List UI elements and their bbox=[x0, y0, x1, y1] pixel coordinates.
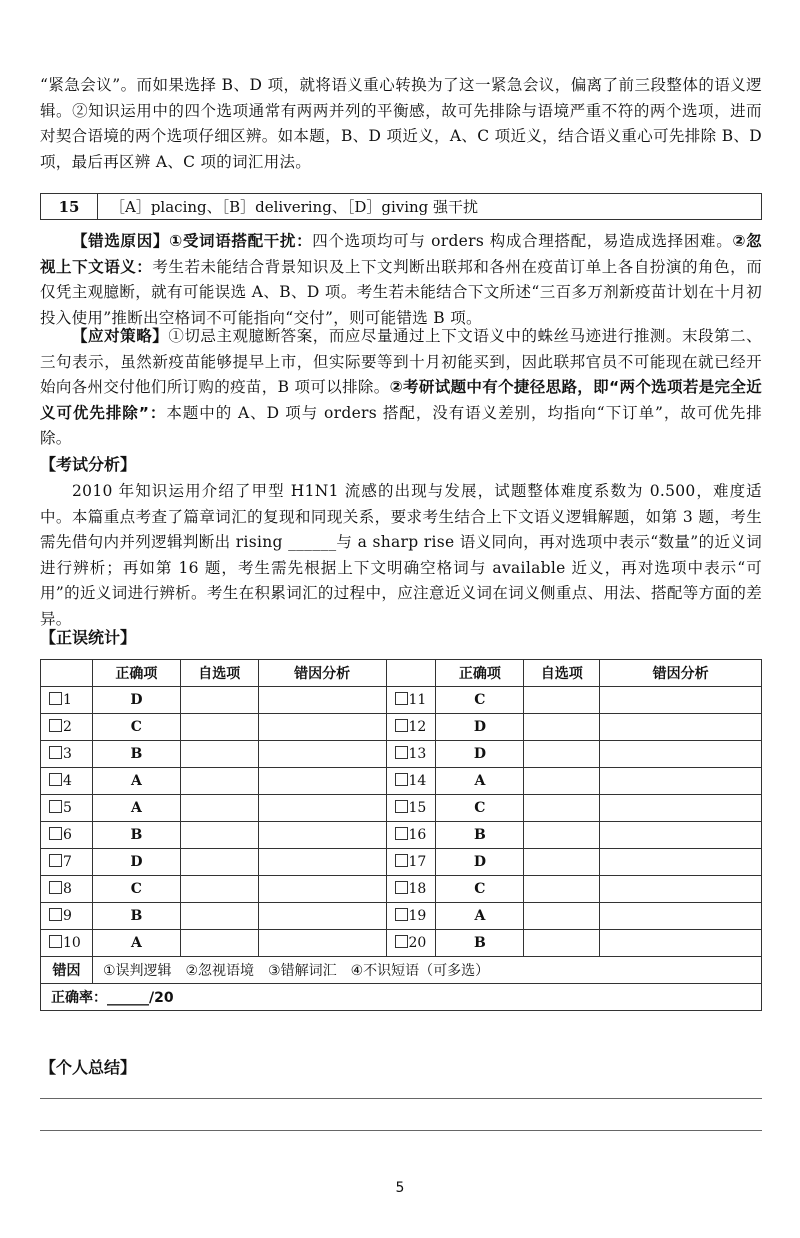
chosen-answer-left[interactable] bbox=[180, 822, 258, 849]
table-row bbox=[41, 741, 762, 768]
header-analysis-right: 错因分析 bbox=[600, 660, 762, 687]
stats-table bbox=[40, 659, 762, 1011]
table-row bbox=[41, 930, 762, 957]
checkbox-icon[interactable] bbox=[395, 746, 408, 759]
question-number: 14 bbox=[408, 773, 427, 789]
strategy-text2: 本题中的 A、D 项与 orders 搭配，没有语义差别，均指向“下订单”，故可优先排除。 bbox=[40, 403, 762, 447]
table-row bbox=[41, 903, 762, 930]
correct-answer-right: D bbox=[436, 849, 524, 876]
question-cell-left bbox=[41, 930, 93, 957]
cause-point2-label: ②忽视上下文语义： bbox=[40, 232, 762, 276]
correct-answer-right: A bbox=[436, 768, 524, 795]
question-cell-right bbox=[386, 876, 436, 903]
question-number: 1 bbox=[63, 692, 72, 708]
question-number: 3 bbox=[63, 746, 72, 762]
page-number: 5 bbox=[395, 1180, 405, 1196]
chosen-answer-right[interactable] bbox=[524, 903, 600, 930]
correct-answer-right: C bbox=[436, 795, 524, 822]
question-cell-right bbox=[386, 687, 436, 714]
cause-point1-text: 四个选项均可与 orders 构成合理搭配，易造成选择困难。 bbox=[312, 232, 733, 250]
table-row bbox=[41, 714, 762, 741]
header-analysis-left: 错因分析 bbox=[258, 660, 386, 687]
question-cell-right bbox=[386, 822, 436, 849]
error-analysis-right[interactable] bbox=[600, 768, 762, 795]
question-number: 10 bbox=[63, 935, 81, 951]
strategy-paragraph bbox=[40, 324, 762, 452]
chosen-answer-right[interactable] bbox=[524, 795, 600, 822]
strategy-label: 【应对策略】 bbox=[72, 327, 169, 345]
question-number: 6 bbox=[63, 827, 72, 843]
checkbox-icon[interactable] bbox=[49, 935, 62, 948]
question-cell-left bbox=[41, 768, 93, 795]
strategy-point2-label: ②考研试题中有个捷径思路，即“两个选项若是完全近义可优先排除”： bbox=[40, 378, 763, 422]
question-cell-right bbox=[386, 795, 436, 822]
checkbox-icon[interactable] bbox=[49, 692, 62, 705]
error-analysis-left[interactable] bbox=[258, 876, 386, 903]
header-correct-left: 正确项 bbox=[92, 660, 180, 687]
error-options: ①误判逻辑 ②忽视语境 ③错解词汇 ④不识短语（可多选） bbox=[92, 957, 761, 984]
table-row bbox=[41, 768, 762, 795]
question-cell-left bbox=[41, 876, 93, 903]
table-row bbox=[41, 849, 762, 876]
question-cell-left bbox=[41, 714, 93, 741]
question-cell-left bbox=[41, 741, 93, 768]
question-15-options: ［A］placing、［B］delivering、［D］giving 强干扰 bbox=[110, 198, 479, 216]
question-number: 17 bbox=[408, 854, 427, 870]
chosen-answer-right[interactable] bbox=[524, 687, 600, 714]
question-15-number: 15 bbox=[41, 194, 98, 219]
chosen-answer-left[interactable] bbox=[180, 795, 258, 822]
chosen-answer-left[interactable] bbox=[180, 876, 258, 903]
error-analysis-left[interactable] bbox=[258, 903, 386, 930]
correct-answer-right: A bbox=[436, 903, 524, 930]
question-cell-right bbox=[386, 768, 436, 795]
question-number: 11 bbox=[408, 692, 427, 708]
checkbox-icon[interactable] bbox=[49, 719, 62, 732]
question-number: 8 bbox=[63, 881, 72, 897]
checkbox-icon[interactable] bbox=[395, 719, 408, 732]
checkbox-icon[interactable] bbox=[49, 827, 62, 840]
chosen-answer-left[interactable] bbox=[180, 849, 258, 876]
chosen-answer-left[interactable] bbox=[180, 741, 258, 768]
error-analysis-right[interactable] bbox=[600, 849, 762, 876]
question-cell-right bbox=[386, 849, 436, 876]
accuracy-cell bbox=[41, 984, 762, 1011]
analysis-title: 【考试分析】 bbox=[40, 455, 137, 474]
chosen-answer-left[interactable] bbox=[180, 930, 258, 957]
correct-answer-right: D bbox=[436, 714, 524, 741]
table-row bbox=[41, 687, 762, 714]
checkbox-icon[interactable] bbox=[49, 800, 62, 813]
chosen-answer-right[interactable] bbox=[524, 822, 600, 849]
accuracy-blank[interactable]: ______ bbox=[107, 990, 149, 1006]
question-cell-left bbox=[41, 822, 93, 849]
question-number: 18 bbox=[408, 881, 427, 897]
correct-answer-left: B bbox=[92, 741, 180, 768]
checkbox-icon[interactable] bbox=[395, 773, 408, 786]
chosen-answer-left[interactable] bbox=[180, 714, 258, 741]
error-analysis-left[interactable] bbox=[258, 930, 386, 957]
accuracy-label: 正确率： bbox=[51, 990, 107, 1006]
error-analysis-right[interactable] bbox=[600, 822, 762, 849]
chosen-answer-right[interactable] bbox=[524, 768, 600, 795]
error-analysis-left[interactable] bbox=[258, 687, 386, 714]
chosen-answer-left[interactable] bbox=[180, 903, 258, 930]
correct-answer-right: C bbox=[436, 687, 524, 714]
checkbox-icon[interactable] bbox=[49, 881, 62, 894]
checkbox-icon[interactable] bbox=[395, 692, 408, 705]
chosen-answer-right[interactable] bbox=[524, 741, 600, 768]
question-cell-left bbox=[41, 795, 93, 822]
correct-answer-left: D bbox=[92, 849, 180, 876]
cause-point2-text: 考生若未能结合背景知识及上下文判断出联邦和各州在疫苗订单上各自扮演的角色，而仅凭主观臆断，就有可能误选 A、B、D 项。考生若未能结合下文所述“三百多万剂新疫苗计划在十月初投入使用”推断出空格词不可能指向“交付”，则可能错选 B 项。 bbox=[40, 257, 762, 327]
accuracy-row bbox=[41, 984, 762, 1011]
error-label: 错因 bbox=[41, 957, 93, 984]
analysis-paragraph: 2010 年知识运用介绍了甲型 H1N1 流感的出现与发展，试题整体难度系数为 0.500，难度适中。本篇重点考查了篇章词汇的复现和同现关系，要求考生结合上下文语义逻辑解题，如第 3 题，考生需先借句内并列逻辑判断出 rising ______与 a sharp rise 语义同向，再对选项中表示“数量”的近义词进行辨析；再如第 16 题，考生需先根据上下文明确空格词与 available 近义，再对选项中表示“可用”的近义词进行辨析。考生在积累词汇的过程中，应注意近义词在词义侧重点、用法、搭配等方面的差异。 bbox=[40, 482, 762, 628]
error-analysis-right[interactable] bbox=[600, 741, 762, 768]
error-analysis-left[interactable] bbox=[258, 822, 386, 849]
error-analysis-left[interactable] bbox=[258, 768, 386, 795]
error-analysis-right[interactable] bbox=[600, 687, 762, 714]
error-analysis-right[interactable] bbox=[600, 795, 762, 822]
stats-title: 【正误统计】 bbox=[40, 628, 137, 647]
checkbox-icon[interactable] bbox=[395, 935, 408, 948]
header-chosen-left: 自选项 bbox=[180, 660, 258, 687]
chosen-answer-left[interactable] bbox=[180, 768, 258, 795]
summary-title: 【个人总结】 bbox=[40, 1058, 137, 1077]
header-chosen-right: 自选项 bbox=[524, 660, 600, 687]
correct-answer-right: B bbox=[436, 822, 524, 849]
error-analysis-right[interactable] bbox=[600, 930, 762, 957]
error-analysis-left[interactable] bbox=[258, 849, 386, 876]
correct-answer-left: A bbox=[92, 930, 180, 957]
chosen-answer-right[interactable] bbox=[524, 849, 600, 876]
error-analysis-right[interactable] bbox=[600, 714, 762, 741]
question-cell-left bbox=[41, 687, 93, 714]
checkbox-icon[interactable] bbox=[395, 800, 408, 813]
chosen-answer-right[interactable] bbox=[524, 714, 600, 741]
table-row bbox=[41, 876, 762, 903]
table-row bbox=[41, 795, 762, 822]
cause-paragraph bbox=[40, 229, 762, 331]
accuracy-total: /20 bbox=[149, 990, 174, 1006]
correct-answer-right: D bbox=[436, 741, 524, 768]
checkbox-icon[interactable] bbox=[49, 773, 62, 786]
checkbox-icon[interactable] bbox=[395, 908, 408, 921]
question-number: 12 bbox=[408, 719, 427, 735]
question-number: 20 bbox=[408, 935, 427, 951]
checkbox-icon[interactable] bbox=[49, 746, 62, 759]
question-cell-left bbox=[41, 849, 93, 876]
correct-answer-right: C bbox=[436, 876, 524, 903]
correct-answer-left: B bbox=[92, 822, 180, 849]
question-15-bar bbox=[40, 193, 762, 220]
question-number: 13 bbox=[408, 746, 427, 762]
question-cell-right bbox=[386, 714, 436, 741]
question-number: 19 bbox=[408, 908, 427, 924]
correct-answer-right: B bbox=[436, 930, 524, 957]
correct-answer-left: B bbox=[92, 903, 180, 930]
stats-header-row bbox=[41, 660, 762, 687]
error-row bbox=[41, 957, 762, 984]
question-number: 2 bbox=[63, 719, 72, 735]
summary-line-1[interactable] bbox=[40, 1098, 762, 1099]
checkbox-icon[interactable] bbox=[395, 854, 408, 867]
error-analysis-right[interactable] bbox=[600, 903, 762, 930]
chosen-answer-right[interactable] bbox=[524, 930, 600, 957]
error-analysis-left[interactable] bbox=[258, 795, 386, 822]
question-cell-right bbox=[386, 741, 436, 768]
chosen-answer-right[interactable] bbox=[524, 876, 600, 903]
question-cell-right bbox=[386, 930, 436, 957]
table-row bbox=[41, 822, 762, 849]
correct-answer-left: C bbox=[92, 714, 180, 741]
question-number: 4 bbox=[63, 773, 72, 789]
question-number: 5 bbox=[63, 800, 72, 816]
chosen-answer-left[interactable] bbox=[180, 687, 258, 714]
question-number: 9 bbox=[63, 908, 72, 924]
error-analysis-right[interactable] bbox=[600, 876, 762, 903]
question-number: 16 bbox=[408, 827, 427, 843]
question-cell-right bbox=[386, 903, 436, 930]
cause-label: 【错选原因】 bbox=[72, 232, 170, 250]
header-correct-right: 正确项 bbox=[436, 660, 524, 687]
summary-line-2[interactable] bbox=[40, 1130, 762, 1131]
checkbox-icon[interactable] bbox=[49, 908, 62, 921]
correct-answer-left: C bbox=[92, 876, 180, 903]
correct-answer-left: D bbox=[92, 687, 180, 714]
question-number: 15 bbox=[408, 800, 427, 816]
question-cell-left bbox=[41, 903, 93, 930]
correct-answer-left: A bbox=[92, 768, 180, 795]
cause-point1-label: ①受词语搭配干扰： bbox=[169, 232, 313, 250]
checkbox-icon[interactable] bbox=[49, 854, 62, 867]
error-analysis-left[interactable] bbox=[258, 741, 386, 768]
error-analysis-left[interactable] bbox=[258, 714, 386, 741]
checkbox-icon[interactable] bbox=[395, 881, 408, 894]
strategy-text1: ①切忌主观臆断答案，而应尽量通过上下文语义中的蛛丝马迹进行推测。末段第二、三句表示，虽然新疫苗能够提早上市，但实际要等到十月初能买到，因此联邦官员不可能现在就已经开始向各州交付他们所订购的疫苗，B 项可以排除。 bbox=[40, 327, 762, 396]
checkbox-icon[interactable] bbox=[395, 827, 408, 840]
question-number: 7 bbox=[63, 854, 72, 870]
correct-answer-left: A bbox=[92, 795, 180, 822]
intro-paragraph: “紧急会议”。而如果选择 B、D 项，就将语义重心转换为了这一紧急会议，偏离了前三段整体的语义逻辑。②知识运用中的四个选项通常有两两并列的平衡感，故可先排除与语境严重不符的两个选项，进而对契合语境的两个选项仔细区辨。如本题，B、D 项近义，A、C 项近义，结合语义重心可先排除 B、D 项，最后再区辨 A、C 项的词汇用法。 bbox=[40, 76, 762, 171]
